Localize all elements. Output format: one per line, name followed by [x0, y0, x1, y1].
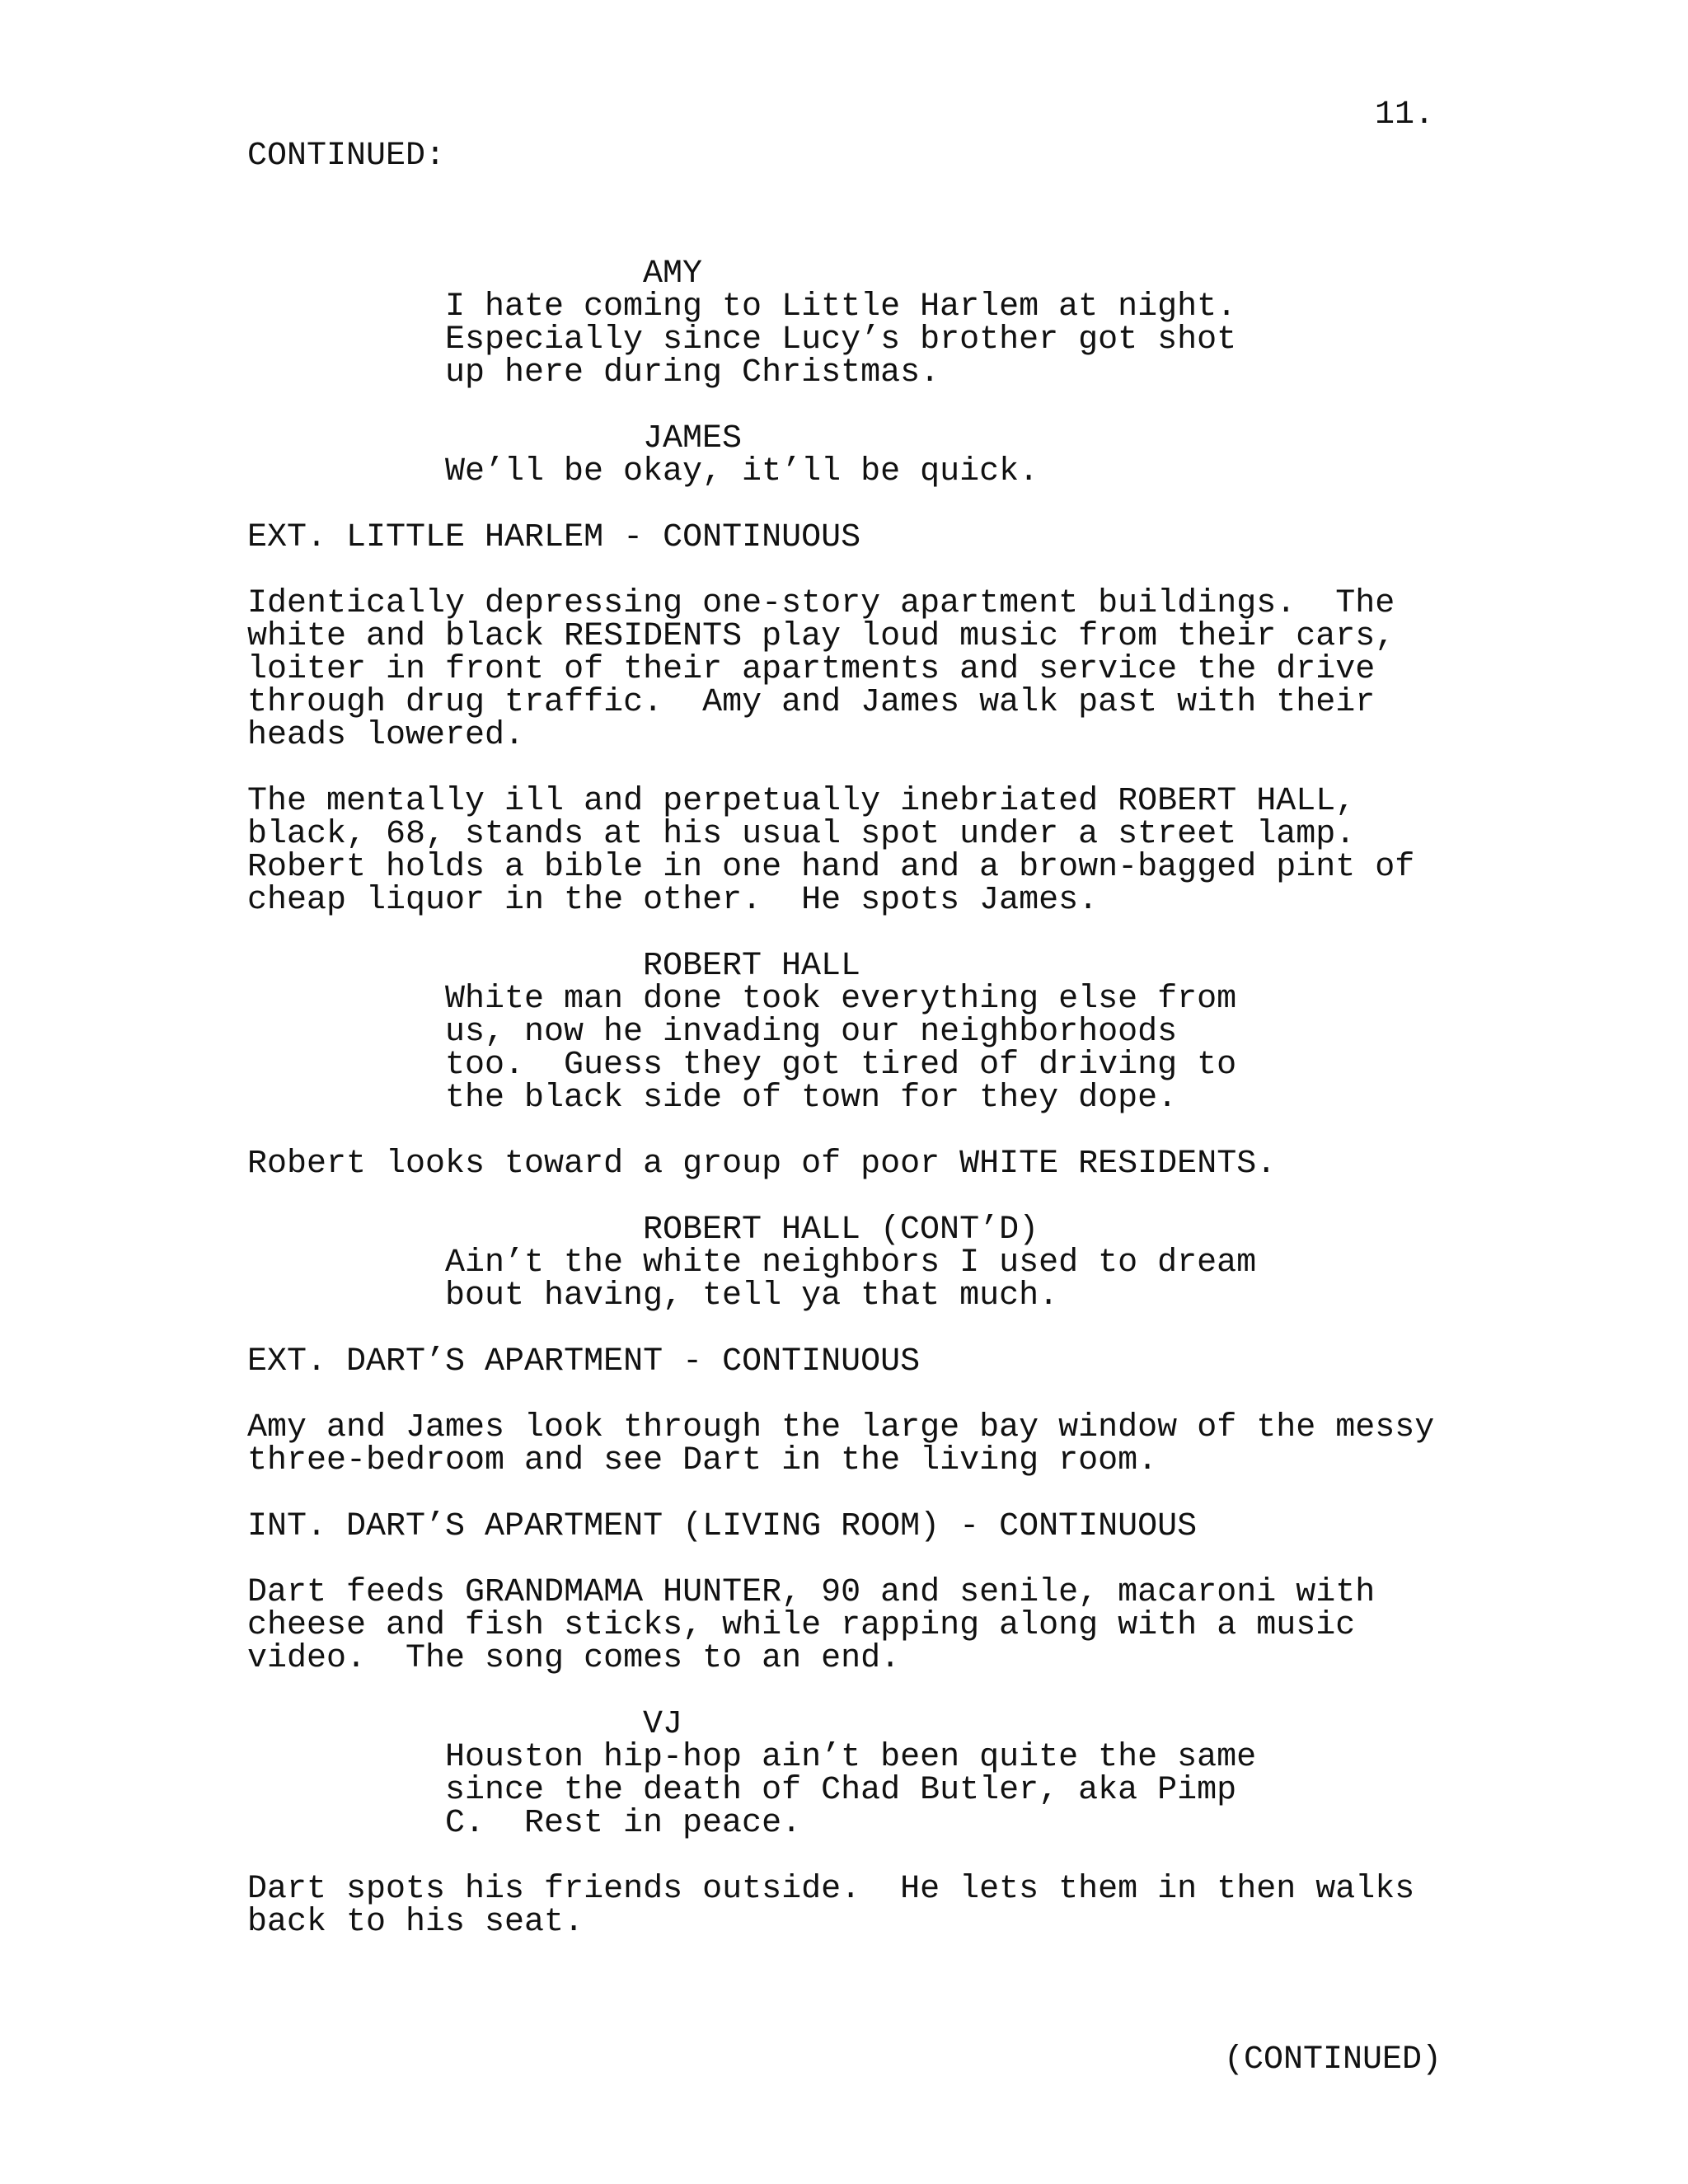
action-line: loiter in front of their apartments and service the drive: [247, 651, 1376, 688]
action-line: black, 68, stands at his usual spot under a street lamp.: [247, 816, 1356, 853]
dialogue-line: up here during Christmas.: [445, 354, 940, 391]
action-line: Robert looks toward a group of poor WHITE RESIDENTS.: [247, 1146, 1277, 1183]
action-line: cheap liquor in the other. He spots James.: [247, 882, 1099, 919]
page-number: 11.: [1375, 96, 1435, 134]
character-name: AMY: [643, 255, 703, 293]
dialogue-line: We’ll be okay, it’ll be quick.: [445, 453, 1039, 490]
dialogue-line: us, now he invading our neighborhoods: [445, 1014, 1178, 1051]
action-line: The mentally ill and perpetually inebriated ROBERT HALL,: [247, 783, 1356, 820]
character-name: JAMES: [643, 420, 743, 457]
scene-heading: EXT. DART’S APARTMENT - CONTINUOUS: [247, 1343, 921, 1380]
action-line: Identically depressing one-story apartment buildings. The: [247, 585, 1395, 622]
character-name: VJ: [643, 1706, 683, 1743]
dialogue-line: the black side of town for they dope.: [445, 1080, 1178, 1117]
action-line: video. The song comes to an end.: [247, 1640, 901, 1677]
action-line: Dart feeds GRANDMAMA HUNTER, 90 and senile, macaroni with: [247, 1574, 1376, 1611]
action-line: heads lowered.: [247, 717, 525, 754]
action-line: three-bedroom and see Dart in the living room.: [247, 1442, 1158, 1479]
dialogue-line: since the death of Chad Butler, aka Pimp: [445, 1772, 1237, 1809]
action-line: back to his seat.: [247, 1904, 584, 1941]
scene-heading: INT. DART’S APARTMENT (LIVING ROOM) - CONTINUOUS: [247, 1508, 1198, 1545]
continued-header: CONTINUED:: [247, 138, 446, 175]
dialogue-line: Ain’t the white neighbors I used to dream: [445, 1244, 1257, 1282]
dialogue-line: White man done took everything else from: [445, 981, 1237, 1018]
dialogue-line: C. Rest in peace.: [445, 1805, 802, 1842]
scene-heading: EXT. LITTLE HARLEM - CONTINUOUS: [247, 519, 861, 556]
action-line: through drug traffic. Amy and James walk past with their: [247, 684, 1376, 721]
action-line: Dart spots his friends outside. He lets them in then walks: [247, 1871, 1415, 1908]
character-name: ROBERT HALL (CONT’D): [643, 1212, 1039, 1249]
dialogue-line: I hate coming to Little Harlem at night.: [445, 288, 1237, 326]
character-name: ROBERT HALL: [643, 948, 861, 985]
action-line: Amy and James look through the large bay window of the messy: [247, 1409, 1435, 1446]
action-line: white and black RESIDENTS play loud music from their cars,: [247, 618, 1395, 655]
continued-footer: (CONTINUED): [1224, 2041, 1442, 2079]
action-line: Robert holds a bible in one hand and a brown-bagged pint of: [247, 849, 1415, 886]
dialogue-line: Especially since Lucy’s brother got shot: [445, 321, 1237, 359]
dialogue-line: Houston hip-hop ain’t been quite the same: [445, 1739, 1257, 1776]
dialogue-line: bout having, tell ya that much.: [445, 1277, 1059, 1315]
action-line: cheese and fish sticks, while rapping along with a music: [247, 1607, 1356, 1644]
dialogue-line: too. Guess they got tired of driving to: [445, 1047, 1237, 1084]
